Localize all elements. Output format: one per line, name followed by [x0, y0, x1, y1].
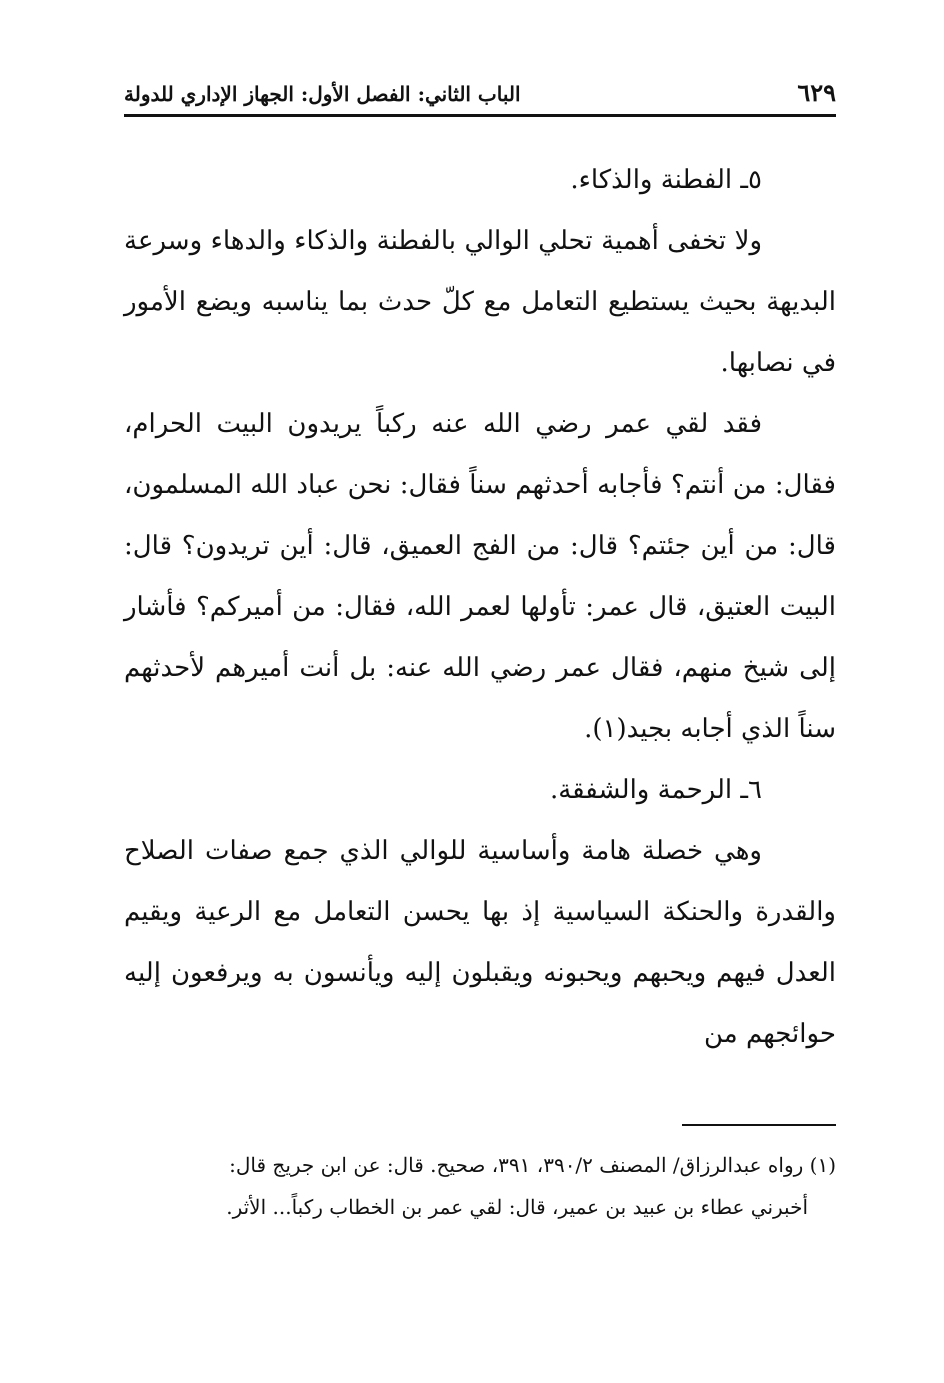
footnote-1-line-2: أخبرني عطاء بن عبيد بن عمير، قال: لقي عمر بن الخطاب ركباً... الأثر. [226, 1195, 808, 1219]
footnotes [124, 1144, 836, 1228]
footnote-1-line-1: (١) رواه عبدالرزاق/ المصنف ٣٩٠/٢، ٣٩١، صحيح. قال: عن ابن جريج قال: [229, 1153, 836, 1177]
page-header [124, 78, 836, 112]
paragraph-umar-story: فقد لقي عمر رضي الله عنه ركباً يريدون البيت الحرام، فقال: من أنتم؟ فأجابه أحدثهم سناً فقال: نحن عباد الله المسلمون، قال: من أين جئتم؟ قال: من الفج العميق، قال: أين تريدون؟ قال: البيت العتيق، قال عمر: تأولها لعمر الله، فقال: من أميركم؟ فأشار إلى شيخ منهم، فقال عمر رضي الله عنه: بل أنت أميرهم لأحدثهم سناً الذي أجابه بجيد(١). [124, 409, 836, 744]
header-rule [124, 114, 836, 117]
main-text [124, 150, 836, 1065]
paragraph-mercy: وهي خصلة هامة وأساسية للوالي الذي جمع صفات الصلاح والقدرة والحنكة السياسية إذ بها يحسن التعامل مع الرعية ويقيم العدل فيهم ويحبهم ويحبونه ويقبلون إليه ويأنسون به ويرفعون إليه حوائجهم من [124, 836, 836, 1049]
footnote-rule [682, 1124, 836, 1126]
section-heading-intelligence: ٥ـ الفطنة والذكاء. [570, 165, 762, 195]
running-title: الباب الثاني: الفصل الأول: الجهاز الإداري للدولة [124, 82, 521, 106]
paragraph-intelligence: ولا تخفى أهمية تحلي الوالي بالفطنة والذكاء والدهاء وسرعة البديهة بحيث يستطيع التعامل مع كلّ حدث بما يناسبه ويضع الأمور في نصابها. [124, 226, 836, 378]
page-number: ٦٢٩ [797, 78, 836, 107]
section-heading-mercy: ٦ـ الرحمة والشفقة. [549, 775, 762, 805]
